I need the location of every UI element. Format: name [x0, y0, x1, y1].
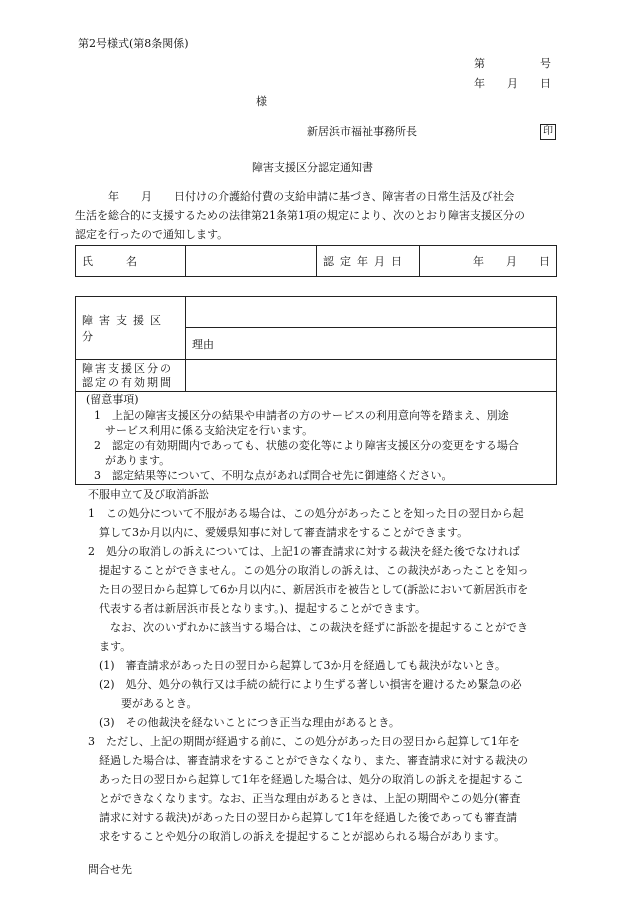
appeal-line: 1 この処分について不服がある場合は、この処分があったことを知った日の翌日から起 [88, 507, 524, 520]
document-number: 第 号 [474, 57, 551, 70]
issue-date: 年 月 日 [474, 77, 551, 90]
cert-date-label: 認定年月日 [317, 246, 420, 277]
appeal-line: 3 ただし、上記の期間が経過する前に、この処分があった日の翌日から起算して1年を [88, 735, 520, 748]
appeal-line: 2 処分の取消しの訴えについては、上記1の審査請求に対する裁決を経た後でなければ [88, 545, 520, 558]
note-line: サービス利用に係る支給決定を行います。 [94, 424, 314, 437]
appeal-line: 求をすることや処分の取消しの訴えを提起することが認められる場合があります。 [88, 830, 506, 843]
name-label: 氏 名 [76, 246, 186, 277]
intro-line: 認定を行ったので通知します。 [75, 228, 229, 241]
note-line: 2 認定の有効期間内であっても、状態の変化等により障害支援区分の変更をする場合 [94, 439, 519, 452]
form-number: 第2号様式(第8条関係) [78, 37, 189, 50]
issuer-name: 新居浜市福祉事務所長 [307, 125, 417, 138]
appeal-line: なお、次のいずれかに該当する場合は、この裁決を経ずに訴訟を提起することができ [88, 621, 528, 634]
appeal-line: た日の翌日から起算して6か月以内に、新居浜市を被告として(訴訟において新居浜市を [88, 583, 529, 596]
appeal-line: あった日の翌日から起算して1年を経過した場合は、処分の取消しの訴えを提起するこ [88, 773, 524, 786]
classification-table [75, 296, 557, 392]
appeal-line: とができなくなります。なお、正当な理由があるときは、上記の期間やこの処分(審査 [88, 792, 521, 805]
appeal-line: (2) 処分、処分の執行又は手続の続行により生ずる著しい損害を避けるため緊急の必 [88, 678, 522, 691]
notes-heading: (留意事項) [86, 393, 139, 406]
reason-cell: 理由 [186, 328, 557, 360]
appeal-line: 経過した場合は、審査請求をすることができなくなり、また、審査請求に対する裁決の [88, 754, 528, 767]
note-line: があります。 [94, 454, 171, 467]
appeal-line: (1) 審査請求があった日の翌日から起算して3か月を経過しても裁決がないとき。 [88, 659, 507, 672]
recipient-table [75, 245, 557, 277]
intro-paragraph [75, 187, 560, 244]
note-line: 3 認定結果等について、不明な点があれば問合せ先に御連絡ください。 [94, 469, 453, 482]
addressee-suffix: 様 [256, 95, 267, 108]
appeal-line: ます。 [88, 640, 132, 653]
intro-line: 年 月 日付けの介護給付費の支給申請に基づき、障害者の日常生活及び社会 [75, 190, 515, 203]
category-label: 障害支援区分 [76, 297, 186, 360]
appeal-line: 算して3か月以内に、愛媛県知事に対して審査請求をすることができます。 [88, 526, 469, 539]
appeal-line: (3) その他裁決を経ないことにつき正当な理由があるとき。 [88, 716, 400, 729]
appeal-line: 請求に対する裁決)があった日の翌日から起算して1年を経過した後であっても審査請 [88, 811, 518, 824]
cert-date-value: 年 月 日 [420, 246, 557, 277]
seal-mark: 印 [540, 124, 556, 140]
name-value [186, 246, 317, 277]
intro-line: 生活を総合的に支援するための法律第21条第1項の規定により、次のとおり障害支援区分の [75, 209, 525, 222]
appeal-text [88, 504, 558, 846]
document-title: 障害支援区分認定通知書 [252, 161, 373, 174]
appeal-line: 要があるとき。 [88, 697, 198, 710]
appeal-line: 提起することができません。この処分の取消しの訴えは、この裁決があったことを知っ [88, 564, 529, 577]
contact-label: 問合せ先 [88, 863, 132, 876]
notes-box [75, 392, 557, 485]
period-value [186, 360, 557, 392]
note-line: 1 上記の障害支援区分の結果や申請者の方のサービスの利用意向等を踏まえ、別途 [94, 409, 509, 422]
appeal-line: 代表する者は新居浜市長となります。)、提起することができます。 [88, 602, 427, 615]
category-value [186, 297, 557, 328]
period-label: 障害支援区分の 認定の有効期間 [76, 360, 186, 392]
appeal-heading: 不服申立て及び取消訴訟 [88, 488, 209, 501]
